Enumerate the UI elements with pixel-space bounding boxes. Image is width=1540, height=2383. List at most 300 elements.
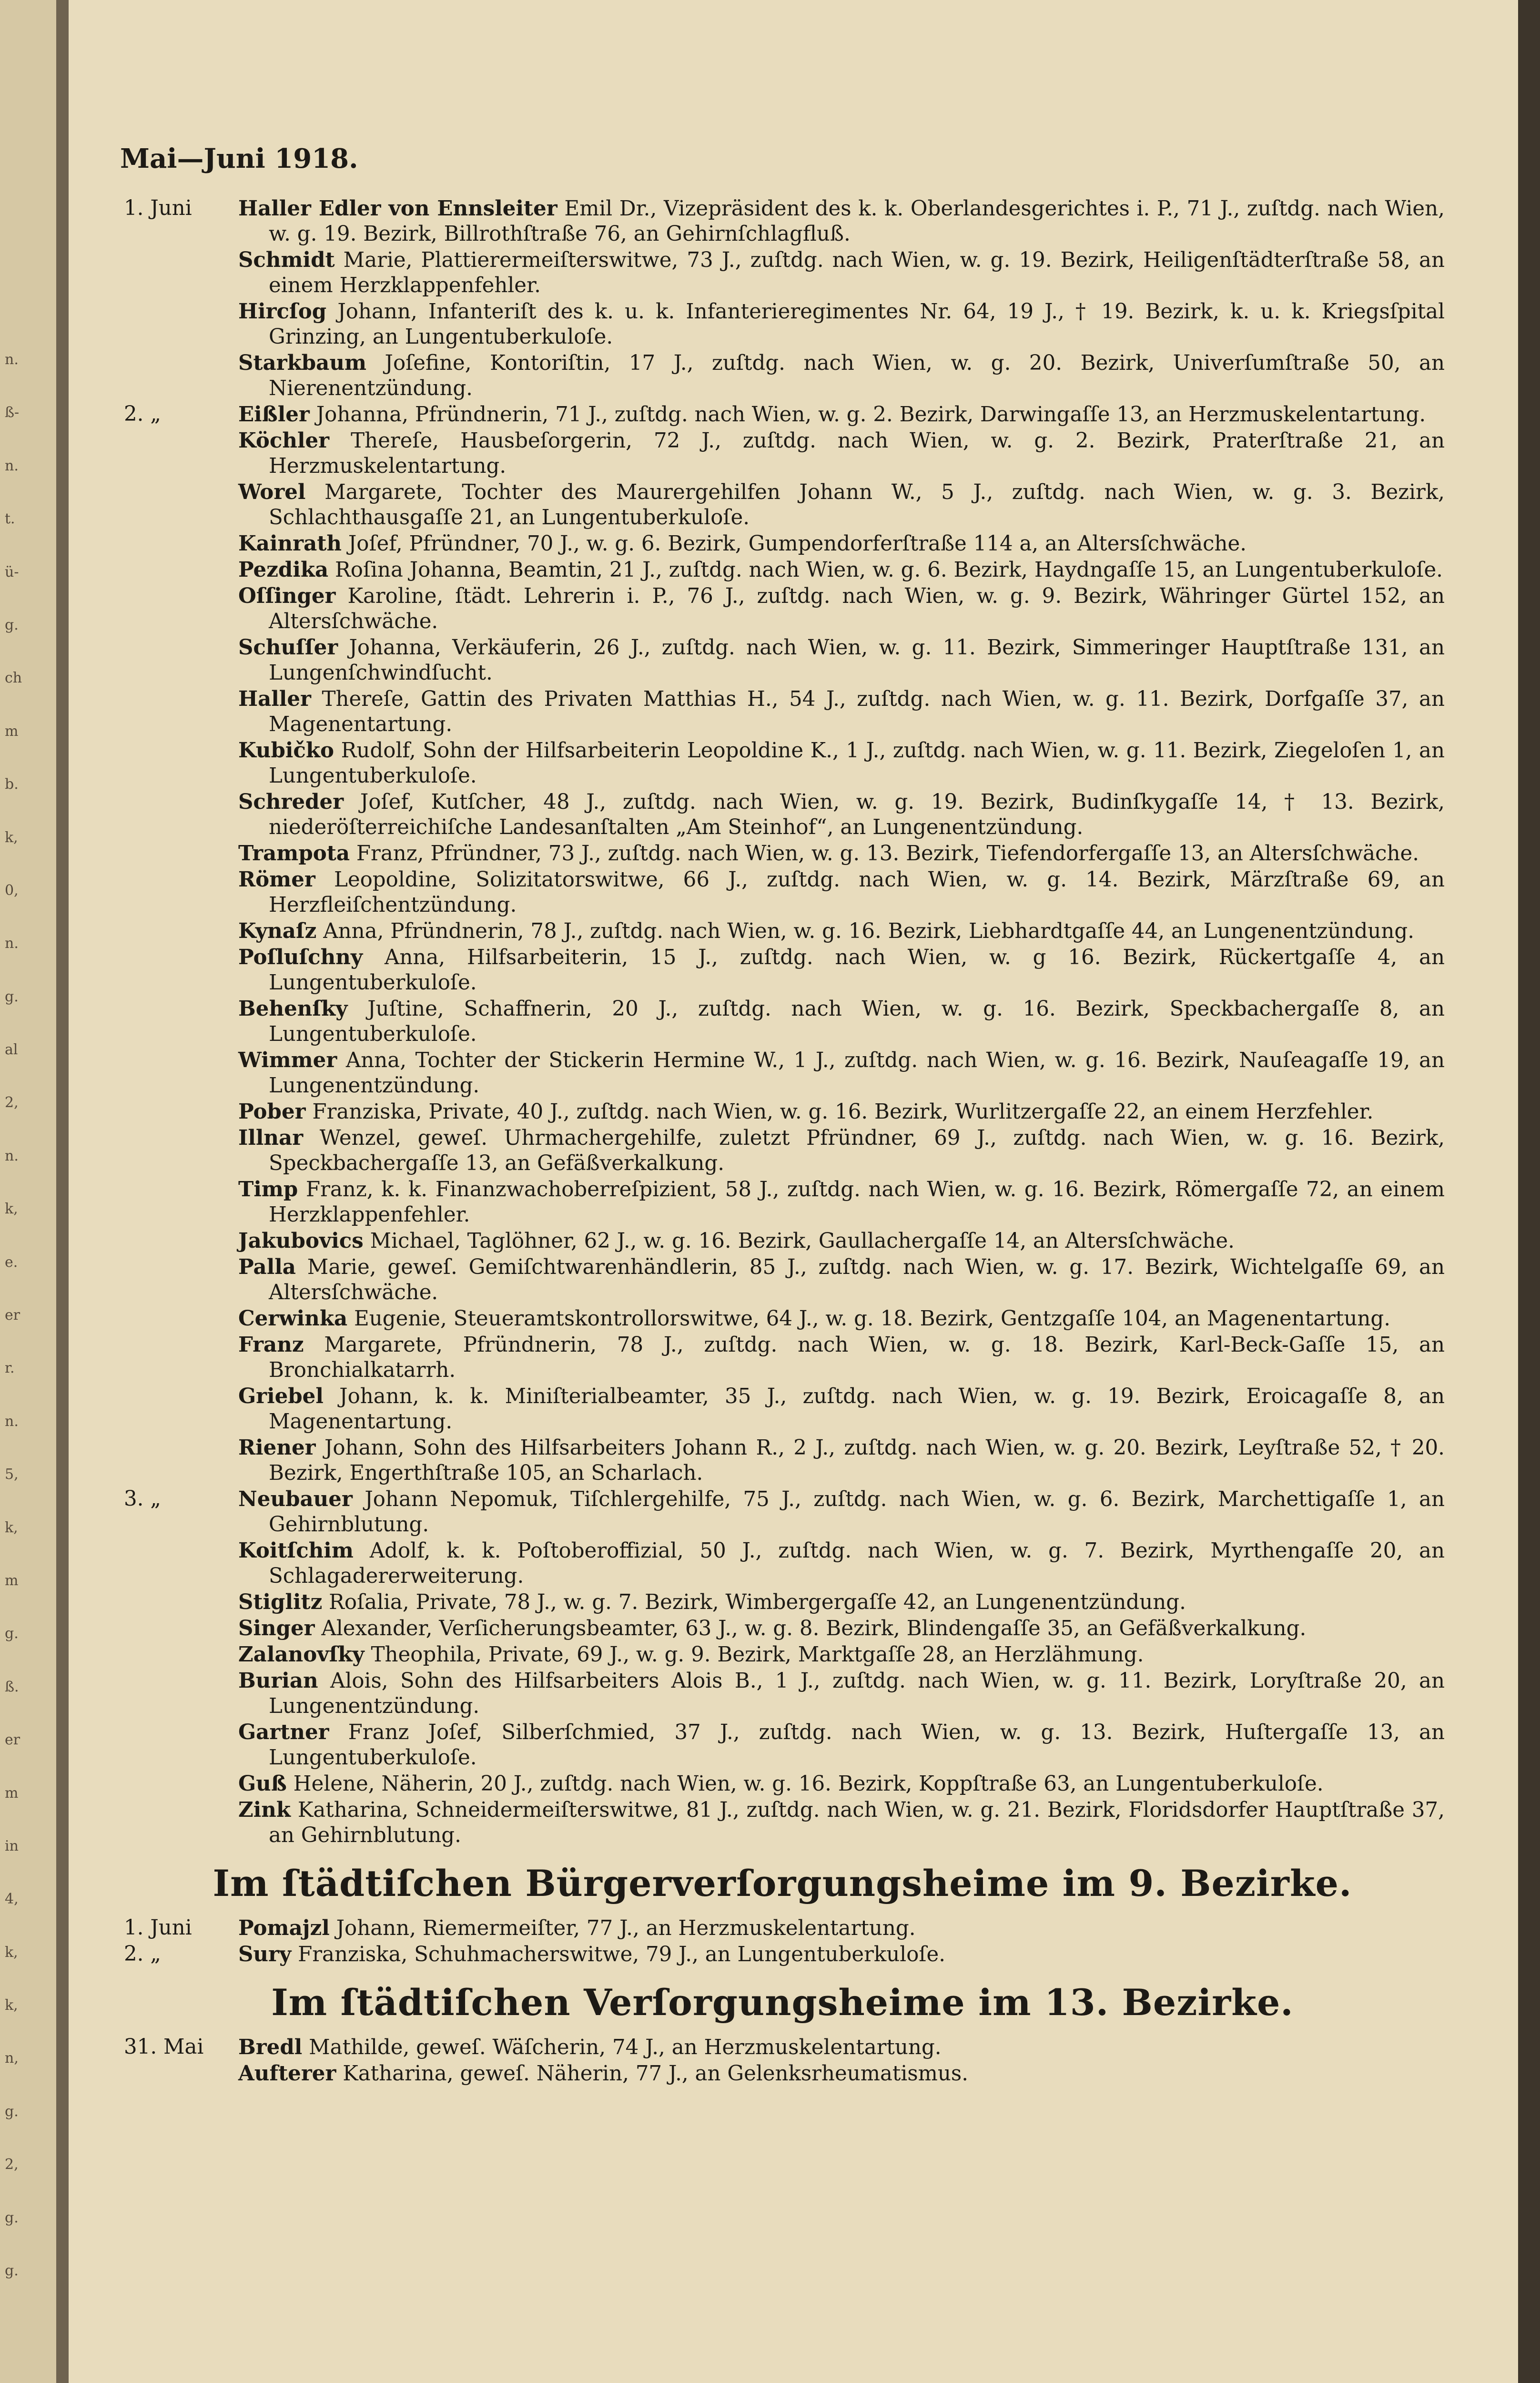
entry-separator — [291, 1798, 298, 1822]
entry-body — [238, 1771, 1445, 1797]
obituary-entry — [120, 1435, 1445, 1486]
entry-body — [238, 1048, 1445, 1099]
entry-separator — [342, 532, 348, 556]
entry-body — [238, 1435, 1445, 1486]
entry-name: Illnar — [238, 1126, 304, 1151]
entry-name: Kainrath — [238, 531, 342, 556]
left-page-fragment: k, — [5, 1201, 18, 1217]
entry-name: Poſluſchny — [238, 945, 363, 970]
obituary-entry — [120, 1254, 1445, 1305]
entry-date: 3. „ — [124, 1487, 161, 1511]
obituary-entry — [120, 1048, 1445, 1099]
entry-body — [238, 479, 1445, 530]
obituary-entry — [120, 841, 1445, 866]
left-page-fragment: n. — [5, 1148, 19, 1164]
entry-date — [120, 1589, 238, 1615]
entry-text: Katharina, geweſ. Näherin, 77 J., an Gelenksrheumatismus. — [343, 2062, 969, 2086]
entry-body — [238, 1642, 1445, 1668]
left-page-strip — [0, 0, 56, 2383]
entry-name: Timp — [238, 1177, 298, 1202]
entry-date — [120, 738, 238, 789]
entry-text: Margarete, Tochter des Maurergehilfen Johann W., 5 J., zuſtdg. nach Wien, w. g. 3. Bezirk, Schlachthausgaſſe 21, an Lungentuberkuloſe. — [269, 480, 1445, 530]
left-page-fragment: k, — [5, 1997, 18, 2014]
entry-text: Franz, Pfründner, 73 J., zuſtdg. nach Wien, w. g. 13. Bezirk, Tiefendorfergaſſe 13, an Altersſchwäche. — [356, 842, 1419, 866]
entry-name: Kubičko — [238, 738, 334, 763]
left-page-fragment: al — [5, 1041, 18, 1058]
entry-name: Kynaſz — [238, 919, 317, 944]
entry-date — [120, 1228, 238, 1254]
entry-date — [120, 1099, 238, 1125]
entry-text: Johann, Sohn des Hilfsarbeiters Johann R., 2 J., zuſtdg. nach Wien, w. g. 20. Bezirk, Leyſtraße 52, † 20. Bezirk, Engerthſtraße 105, an Scharlach. — [269, 1436, 1445, 1486]
entry-name: Schuſſer — [238, 635, 338, 660]
entry-date: 1. Juni — [124, 196, 192, 221]
obituary-entry — [120, 945, 1445, 996]
entry-date — [120, 247, 238, 298]
entry-text: Johann, Infanteriſt des k. u. k. Infanterieregimentes Nr. 64, 19 J., † 19. Bezirk, k. u. k. Kriegsſpital Grinzing, an Lungentuberkuloſe. — [269, 300, 1445, 349]
entry-name: Behenſky — [238, 997, 348, 1021]
entry-separator — [298, 1178, 306, 1202]
entry-body — [238, 738, 1445, 789]
obituary-entry — [120, 402, 1445, 428]
left-page-fragment: e. — [5, 1254, 18, 1271]
entry-text: Thereſe, Hausbeſorgerin, 72 J., zuſtdg. nach Wien, w. g. 2. Bezirk, Praterſtraße 21, an Herzmuskelentartung. — [269, 429, 1445, 479]
entry-date — [120, 1125, 238, 1176]
entry-name: Haller — [238, 687, 311, 712]
entry-name: Zalanovſky — [238, 1642, 365, 1667]
obituary-entry — [120, 1797, 1445, 1848]
entry-date: 1. Juni — [124, 1916, 192, 1940]
left-page-fragment: er — [5, 1731, 20, 1748]
book-gutter — [56, 0, 69, 2383]
left-page-fragment: g. — [5, 1625, 19, 1642]
obituary-entry — [120, 1538, 1445, 1589]
entry-separator — [364, 1229, 370, 1253]
left-page-fragment: 2, — [5, 2156, 19, 2173]
entry-body — [238, 1616, 1445, 1641]
entry-text: Leopoldine, Solizitatorswitwe, 66 J., zuſtdg. nach Wien, w. g. 14. Bezirk, Märzſtraße 69, an Herzfleiſchentzündung. — [269, 868, 1445, 917]
obituary-entry — [120, 867, 1445, 918]
entry-text: Adolf, k. k. Poſtoberoffizial, 50 J., zuſtdg. nach Wien, w. g. 7. Bezirk, Myrthengaſſe 20, an Schlagadererweiterung. — [269, 1539, 1445, 1589]
entry-name: Wimmer — [238, 1048, 337, 1073]
entry-separator — [347, 1307, 354, 1331]
entry-body — [238, 867, 1445, 918]
obituary-entry — [120, 1125, 1445, 1176]
left-page-fragment: g. — [5, 617, 19, 633]
entry-body — [238, 1942, 1445, 1967]
obituary-section — [120, 1861, 1445, 1967]
entry-name: Koitſchim — [238, 1538, 354, 1563]
entry-text: Emil Dr., Vizepräsident des k. k. Oberlandesgerichtes i. P., 71 J., zuſtdg. nach Wien, w. g. 19. Bezirk, Billrothſtraße 76, an Gehirnſchlagfluß. — [269, 197, 1445, 246]
entry-name: Stiglitz — [238, 1590, 323, 1615]
section-title: Im ſtädtiſchen Bürgerverſorgungsheime im 9. Bezirke. — [213, 1862, 1352, 1905]
left-page-fragment: m — [5, 1572, 19, 1589]
entry-body — [238, 1487, 1445, 1538]
entry-separator — [335, 584, 347, 608]
left-page-fragment: g. — [5, 988, 19, 1005]
entry-name: Zink — [238, 1798, 291, 1823]
entry-name: Guß — [238, 1772, 287, 1796]
obituary-entry — [120, 1177, 1445, 1228]
entry-date — [120, 1306, 238, 1332]
obituary-entry — [120, 686, 1445, 737]
entry-body — [238, 1589, 1445, 1615]
entry-date — [120, 867, 238, 918]
left-page-fragment: m — [5, 1785, 19, 1802]
entry-text: Anna, Hilfsarbeiterin, 15 J., zuſtdg. nach Wien, w. g 16. Bezirk, Rückertgaſſe 4, an Lungentuberkuloſe. — [269, 946, 1445, 995]
entry-text: Theophila, Private, 69 J., w. g. 9. Bezirk, Marktgaſſe 28, an Herzlähmung. — [371, 1643, 1144, 1667]
entry-date — [120, 1616, 238, 1641]
entry-date — [120, 2061, 238, 2087]
left-page-fragment: ß. — [5, 1679, 19, 1695]
entry-name: Neubauer — [238, 1487, 353, 1512]
entry-name: Trampota — [238, 841, 350, 866]
entry-separator — [310, 403, 316, 427]
entry-name: Oſſinger — [238, 584, 336, 609]
left-page-fragment: 5, — [5, 1466, 19, 1483]
obituary-entry — [120, 531, 1445, 557]
left-page-fragment: k, — [5, 1944, 18, 1961]
page-header: Mai—Juni 1918. — [120, 143, 358, 174]
obituary-entry — [120, 1668, 1445, 1719]
entry-date — [120, 1332, 238, 1383]
entry-text: Johann Nepomuk, Tiſchlergehilfe, 75 J., zuſtdg. nach Wien, w. g. 6. Bezirk, Marchettigaſſe 1, an Gehirnblutung. — [269, 1487, 1445, 1537]
entry-text: Margarete, Pfründnerin, 78 J., zuſtdg. nach Wien, w. g. 18. Bezirk, Karl-Beck-Gaſſe 15, an Bronchialkatarrh. — [269, 1333, 1445, 1383]
page-content — [120, 143, 1445, 2087]
entry-date — [120, 557, 238, 583]
entry-body — [238, 1177, 1445, 1228]
entry-name: Römer — [238, 867, 315, 892]
entry-body — [238, 635, 1445, 686]
entry-name: Gartner — [238, 1720, 329, 1745]
obituary-section — [120, 196, 1445, 1848]
entry-date — [120, 1642, 238, 1668]
entry-date — [120, 299, 238, 350]
entry-body — [238, 428, 1445, 479]
left-page-fragment: ß- — [5, 404, 20, 421]
entry-date — [120, 918, 238, 944]
entry-separator — [329, 1721, 348, 1744]
entry-text: Johann, Riemermeiſter, 77 J., an Herzmuskelentartung. — [336, 1916, 916, 1941]
entry-name: Köchler — [238, 428, 330, 453]
entry-date — [120, 841, 238, 866]
entry-separator — [304, 1333, 324, 1357]
left-page-fragment: g. — [5, 2210, 19, 2226]
entry-date: 2. „ — [124, 1942, 161, 1966]
entry-body — [238, 2035, 1445, 2060]
obituary-entry — [120, 1228, 1445, 1254]
entry-text: Marie, Plattierermeiſterswitwe, 73 J., zuſtdg. nach Wien, w. g. 19. Bezirk, Heiligenſtädterſtraße 58, an einem Herzklappenfehler. — [269, 248, 1445, 298]
entry-date — [120, 1435, 238, 1486]
left-page-fragment: in — [5, 1838, 19, 1854]
entry-body — [238, 1306, 1445, 1332]
entry-text: Mathilde, geweſ. Wäſcherin, 74 J., an Herzmuskelentartung. — [309, 2036, 942, 2060]
entry-body — [238, 1797, 1445, 1848]
entry-name: Hircſog — [238, 299, 327, 324]
entry-separator — [316, 919, 323, 943]
entry-text: Eugenie, Steueramtskontrollorswitwe, 64 J., w. g. 18. Bezirk, Gentzgaſſe 104, an Magenentartung. — [354, 1307, 1391, 1331]
entry-text: Joſef, Pfründner, 70 J., w. g. 6. Bezirk, Gumpendorferſtraße 114 a, an Altersſchwäche. — [348, 532, 1247, 556]
entry-text: Thereſe, Gattin des Privaten Matthias H., 54 J., zuſtdg. nach Wien, w. g. 11. Bezirk, Dorfgaſſe 37, an Magenentartung. — [269, 687, 1445, 737]
entry-date — [120, 1797, 238, 1848]
entry-separator — [363, 946, 385, 969]
left-page-fragment: n. — [5, 935, 19, 952]
entry-text: Johann, k. k. Miniſterialbeamter, 35 J., zuſtdg. nach Wien, w. g. 19. Bezirk, Eroicagaſſe 8, an Magenentartung. — [269, 1385, 1445, 1434]
obituary-entry — [120, 738, 1445, 789]
entry-separator — [322, 1590, 329, 1614]
entry-date — [120, 789, 238, 840]
entry-text: Johanna, Pfründnerin, 71 J., zuſtdg. nach Wien, w. g. 2. Bezirk, Darwingaſſe 13, an Herzmuskelentartung. — [316, 403, 1426, 427]
entry-text: Juſtine, Schaffnerin, 20 J., zuſtdg. nach Wien, w. g. 16. Bezirk, Speckbachergaſſe 8, an Lungentuberkuloſe. — [269, 997, 1445, 1047]
entry-separator — [311, 687, 322, 711]
entry-text: Michael, Taglöhner, 62 J., w. g. 16. Bezirk, Gaullachergaſſe 14, an Altersſchwäche. — [370, 1229, 1235, 1253]
entry-separator — [328, 558, 335, 582]
left-page-fragment: ch — [5, 670, 22, 686]
entry-separator — [354, 1539, 370, 1563]
entry-date — [120, 479, 238, 530]
entry-name: Palla — [238, 1255, 296, 1280]
entry-name: Singer — [238, 1616, 315, 1641]
entry-date — [120, 945, 238, 996]
entry-text: Wenzel, geweſ. Uhrmachergehilfe, zuletzt Pfründner, 69 J., zuſtdg. nach Wien, w. g. 16. Bezirk, Speckbachergaſſe 13, an Gefäßverkalkung. — [269, 1126, 1445, 1176]
entry-separator — [330, 1916, 336, 1940]
entry-name: Starkbaum — [238, 351, 367, 376]
entry-text: Anna, Tochter der Stickerin Hermine W., 1 J., zuſtdg. nach Wien, w. g. 16. Bezirk, Nauſeagaſſe 19, an Lungenentzündung. — [269, 1049, 1445, 1098]
obituary-entry — [120, 2035, 1445, 2060]
obituary-entry — [120, 299, 1445, 350]
left-page-fragment: n. — [5, 1413, 19, 1430]
entry-body — [238, 1125, 1445, 1176]
entry-separator — [335, 248, 344, 272]
entry-date — [120, 583, 238, 634]
entry-separator — [305, 480, 324, 504]
entry-separator — [326, 300, 337, 324]
left-page-fragment: m — [5, 723, 19, 740]
entry-separator — [315, 1617, 322, 1640]
entry-name: Bredl — [238, 2035, 303, 2060]
entry-body — [238, 945, 1445, 996]
obituary-entry — [120, 247, 1445, 298]
left-page-fragment: g. — [5, 2103, 19, 2120]
left-page-fragment: er — [5, 1307, 20, 1324]
entry-separator — [316, 1436, 324, 1460]
obituary-entry — [120, 2061, 1445, 2087]
entry-name: Franz — [238, 1333, 304, 1357]
entry-date — [120, 1538, 238, 1589]
entry-text: Roſina Johanna, Beamtin, 21 J., zuſtdg. nach Wien, w. g. 6. Bezirk, Haydngaſſe 15, an Lungentuberkuloſe. — [335, 558, 1443, 582]
obituary-entry — [120, 350, 1445, 401]
left-page-fragment: k, — [5, 829, 18, 846]
entry-separator — [291, 1943, 298, 1966]
obituary-entry — [120, 635, 1445, 686]
entry-separator — [353, 1487, 365, 1511]
left-page-fragment: k, — [5, 1519, 18, 1536]
entry-text: Karoline, ſtädt. Lehrerin i. P., 76 J., zuſtdg. nach Wien, w. g. 9. Bezirk, Währinger Gürtel 152, an Altersſchwäche. — [269, 584, 1445, 634]
entry-body — [238, 1915, 1445, 1941]
left-page-fragment: b. — [5, 776, 19, 793]
obituary-entry — [120, 1771, 1445, 1797]
entry-date — [120, 996, 238, 1047]
entry-date — [120, 635, 238, 686]
entry-date — [120, 428, 238, 479]
entry-name: Schreder — [238, 790, 344, 815]
entry-date — [120, 1254, 238, 1305]
entry-name: Schmidt — [238, 248, 335, 273]
entry-separator — [318, 1669, 330, 1693]
entry-separator — [557, 197, 565, 221]
entry-text: Franziska, Schuhmacherswitwe, 79 J., an Lungentuberkuloſe. — [298, 1943, 946, 1967]
entry-separator — [348, 997, 368, 1021]
entry-body — [238, 1332, 1445, 1383]
entry-date: 31. Mai — [124, 2035, 204, 2059]
obituary-entry — [120, 1720, 1445, 1771]
entry-separator — [338, 636, 349, 660]
entry-separator — [336, 2062, 343, 2086]
obituary-entry — [120, 1642, 1445, 1668]
entry-body — [238, 2061, 1445, 2087]
obituary-entry — [120, 583, 1445, 634]
entry-body — [238, 1254, 1445, 1305]
entry-separator — [366, 351, 385, 375]
entry-text: Alexander, Verſicherungsbeamter, 63 J., w. g. 8. Bezirk, Blindengaſſe 35, an Gefäßverkalkung. — [321, 1617, 1307, 1641]
obituary-entry — [120, 996, 1445, 1047]
obituary-entry — [120, 428, 1445, 479]
entry-body — [238, 531, 1445, 557]
obituary-entry — [120, 1942, 1445, 1967]
obituary-entry — [120, 1616, 1445, 1641]
obituary-entry — [120, 1487, 1445, 1538]
obituary-entry — [120, 789, 1445, 840]
left-page-fragment: ü- — [5, 564, 19, 580]
entry-separator — [365, 1643, 371, 1667]
entry-name: Pomajzl — [238, 1916, 330, 1941]
entry-body — [238, 1538, 1445, 1589]
entry-text: Helene, Näherin, 20 J., zuſtdg. nach Wien, w. g. 16. Bezirk, Koppſtraße 63, an Lungentuberkuloſe. — [293, 1772, 1324, 1796]
obituary-entry — [120, 1332, 1445, 1383]
entry-text: Alois, Sohn des Hilfsarbeiters Alois B., 1 J., zuſtdg. nach Wien, w. g. 11. Bezirk, Loryſtraße 20, an Lungenentzündung. — [269, 1669, 1445, 1719]
entry-date — [120, 350, 238, 401]
entry-text: Franz Joſef, Silberſchmied, 37 J., zuſtdg. nach Wien, w. g. 13. Bezirk, Huſtergaſſe 13, an Lungentuberkuloſe. — [269, 1721, 1445, 1770]
obituary-entry — [120, 1915, 1445, 1941]
entry-name: Pezdika — [238, 558, 329, 582]
entry-separator — [337, 1049, 346, 1072]
entry-text: Rudolf, Sohn der Hilfsarbeiterin Leopoldine K., 1 J., zuſtdg. nach Wien, w. g. 11. Bezirk, Ziegeloſen 1, an Lungentuberkuloſe. — [269, 739, 1445, 788]
entry-body — [238, 789, 1445, 840]
entry-name: Griebel — [238, 1384, 324, 1409]
entry-date — [120, 1177, 238, 1228]
entry-name: Aufterer — [238, 2061, 336, 2086]
left-page-fragment: t. — [5, 510, 15, 527]
entry-name: Eißler — [238, 402, 310, 427]
entry-date — [120, 1384, 238, 1435]
entry-separator — [303, 1126, 320, 1150]
entry-body — [238, 247, 1445, 298]
left-page-fragment: 0, — [5, 882, 19, 899]
entry-body — [238, 1384, 1445, 1435]
entry-body — [238, 196, 1445, 247]
entry-text: Franz, k. k. Finanzwachoberreſpizient, 58 J., zuſtdg. nach Wien, w. g. 16. Bezirk, Römergaſſe 72, an einem Herzklappenfehler. — [269, 1178, 1445, 1227]
entry-name: Burian — [238, 1669, 318, 1693]
entry-separator — [306, 1100, 313, 1124]
entry-name: Cerwinka — [238, 1306, 348, 1331]
entry-separator — [350, 842, 356, 866]
obituary-entry — [120, 918, 1445, 944]
entry-body — [238, 557, 1445, 583]
entry-body — [238, 686, 1445, 737]
entry-date — [120, 1771, 238, 1797]
entry-body — [238, 918, 1445, 944]
entry-name: Sury — [238, 1942, 292, 1967]
entry-date — [120, 1720, 238, 1771]
left-page-fragment: g. — [5, 2262, 19, 2279]
entry-name: Haller Edler von Ennsleiter — [238, 196, 557, 221]
left-page-fragment: n. — [5, 458, 19, 474]
entry-separator — [344, 790, 360, 814]
entry-separator — [296, 1255, 307, 1279]
entry-name: Jakubovics — [238, 1229, 364, 1253]
entry-body — [238, 1720, 1445, 1771]
entry-body — [238, 583, 1445, 634]
entry-text: Joſefine, Kontoriſtin, 17 J., zuſtdg. nach Wien, w. g. 20. Bezirk, Univerſumſtraße 50, an Nierenentzündung. — [269, 351, 1445, 401]
obituary-entry — [120, 1306, 1445, 1332]
left-page-fragment: 2, — [5, 1094, 19, 1111]
entry-body — [238, 350, 1445, 401]
entry-text: Johanna, Verkäuferin, 26 J., zuſtdg. nach Wien, w. g. 11. Bezirk, Simmeringer Hauptſtraße 131, an Lungenſchwindſucht. — [269, 636, 1445, 685]
entry-body — [238, 299, 1445, 350]
obituary-entry — [120, 1099, 1445, 1125]
entry-name: Riener — [238, 1436, 316, 1460]
entry-body — [238, 1228, 1445, 1254]
entry-text: Katharina, Schneidermeiſterswitwe, 81 J., zuſtdg. nach Wien, w. g. 21. Bezirk, Floridsdorfer Hauptſtraße 37, an Gehirnblutung. — [269, 1798, 1445, 1848]
obituary-entry — [120, 196, 1445, 247]
entry-separator — [287, 1772, 294, 1796]
entry-separator — [324, 1385, 339, 1408]
page — [69, 0, 1518, 2383]
entry-name: Worel — [238, 480, 306, 505]
entry-separator — [329, 429, 351, 453]
left-page-fragment: n, — [5, 2050, 19, 2067]
entry-body — [238, 402, 1445, 428]
entry-text: Franziska, Private, 40 J., zuſtdg. nach Wien, w. g. 16. Bezirk, Wurlitzergaſſe 22, an einem Herzfehler. — [312, 1100, 1374, 1124]
entry-date — [120, 531, 238, 557]
entry-body — [238, 1099, 1445, 1125]
obituary-section — [120, 1980, 1445, 2087]
entry-separator — [315, 868, 334, 892]
entry-separator — [302, 2036, 309, 2059]
entry-text: Roſalia, Private, 78 J., w. g. 7. Bezirk, Wimbergergaſſe 42, an Lungenentzündung. — [329, 1590, 1186, 1615]
entry-date — [120, 1048, 238, 1099]
entry-name: Pober — [238, 1100, 306, 1124]
entry-body — [238, 841, 1445, 866]
entry-date: 2. „ — [124, 402, 161, 427]
section-title: Im ſtädtiſchen Verſorgungsheime im 13. Bezirke. — [271, 1981, 1294, 2024]
entry-text: Anna, Pfründnerin, 78 J., zuſtdg. nach Wien, w. g. 16. Bezirk, Liebhardtgaſſe 44, an Lungenentzündung. — [323, 919, 1415, 944]
entry-body — [238, 996, 1445, 1047]
entry-date — [120, 686, 238, 737]
right-edge — [1518, 0, 1540, 2383]
left-page-fragment: 4, — [5, 1891, 19, 1907]
left-page-fragment: n. — [5, 351, 19, 368]
obituary-entry — [120, 1589, 1445, 1615]
obituary-sections — [120, 196, 1445, 2087]
entry-separator — [334, 739, 341, 763]
left-page-fragment: r. — [5, 1360, 15, 1376]
entry-text: Marie, geweſ. Gemiſchtwarenhändlerin, 85 J., zuſtdg. nach Wien, w. g. 17. Bezirk, Wichtelgaſſe 69, an Altersſchwäche. — [269, 1255, 1445, 1305]
obituary-entry — [120, 1384, 1445, 1435]
entry-text: Joſef, Kutſcher, 48 J., zuſtdg. nach Wien, w. g. 19. Bezirk, Budinſkygaſſe 14, † 13. Bezirk, niederöſterreichiſche Landesanſtalten „Am Steinhof“, an Lungenentzündung. — [269, 790, 1445, 840]
obituary-entry — [120, 557, 1445, 583]
entry-date — [120, 1668, 238, 1719]
obituary-entry — [120, 479, 1445, 530]
